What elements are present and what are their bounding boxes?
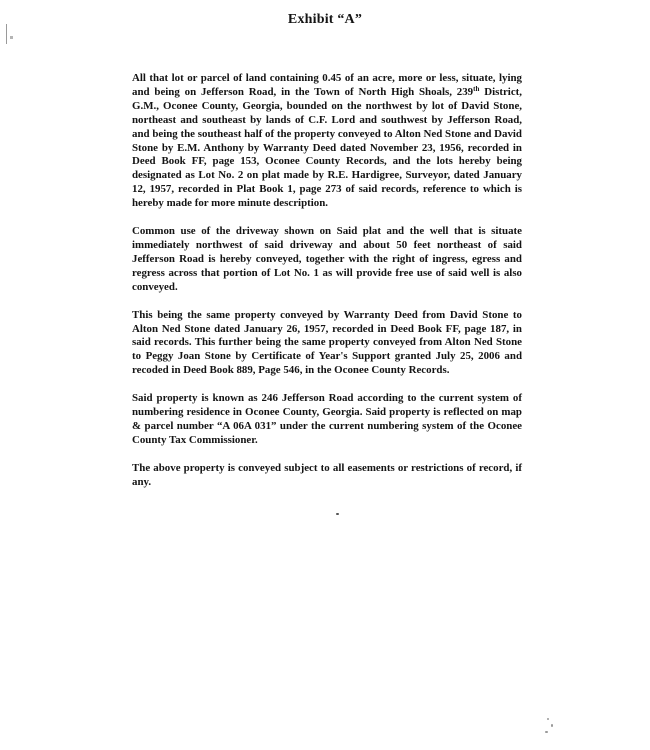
scan-speck bbox=[547, 718, 549, 720]
paragraph-driveway-easement: Common use of the driveway shown on Said plat and the well that is situate immediately northwest of said driveway and about 50 feet northeast of said Jefferson Road is hereby conveyed, together with the right of ingress, egress and regress across that portion of Lot No. 1 as will provide free use of said well is also conveyed. bbox=[132, 225, 522, 293]
paragraph-1-text-a: All that lot or parcel of land containing 0.45 of an acre, more or less, situate, lying and being on Jefferson Road, in the Town of North High Shoals, 239 bbox=[132, 72, 522, 98]
scan-speck bbox=[336, 513, 339, 515]
scan-speck bbox=[545, 731, 548, 733]
document-body bbox=[132, 72, 522, 504]
ordinal-superscript: th bbox=[473, 84, 480, 93]
paragraph-easements-restrictions: The above property is conveyed subject to all easements or restrictions of record, if any. bbox=[132, 461, 522, 488]
document-title: Exhibit “A” bbox=[287, 12, 363, 27]
paragraph-chain-of-title: This being the same property conveyed by Warranty Deed from David Stone to Alton Ned Stone dated January 26, 1957, recorded in Deed Book FF, page 187, in said records. This further being the same property conveyed from Alton Ned Stone to Peggy Joan Stone by Certificate of Year's Support granted July 25, 2006 and recoded in Deed Book 889, Page 546, in the Oconee County Records. bbox=[132, 308, 522, 377]
paragraph-1-text-b: District, G.M., Oconee County, Georgia, bounded on the northwest by lot of David Stone, northeast and southeast by lands of C.F. Lord and southwest by Jefferson Road, and being the southeast half of the property conveyed to Alton Ned Stone and David Stone by E.M. Anthony by Warranty Deed dated November 23, 1956, recorded in Deed Book FF, page 153, Oconee County Records, and the lots hereby being designated as Lot No. 2 on plat made by R.E. Hardigree, Surveyor, dated January 12, 1957, recorded in Plat Book 1, page 273 of said records, reference to which is hereby made for more minute description. bbox=[132, 85, 522, 210]
paragraph-legal-description bbox=[132, 72, 522, 211]
scan-speck bbox=[10, 36, 13, 39]
scan-speck bbox=[551, 724, 553, 727]
paragraph-property-address: Said property is known as 246 Jefferson Road according to the current system of numbering residence in Oconee County, Georgia. Said property is reflected on map & parcel number “A 06A 031” under the current numbering system of the Oconee County Tax Commissioner. bbox=[132, 392, 522, 446]
